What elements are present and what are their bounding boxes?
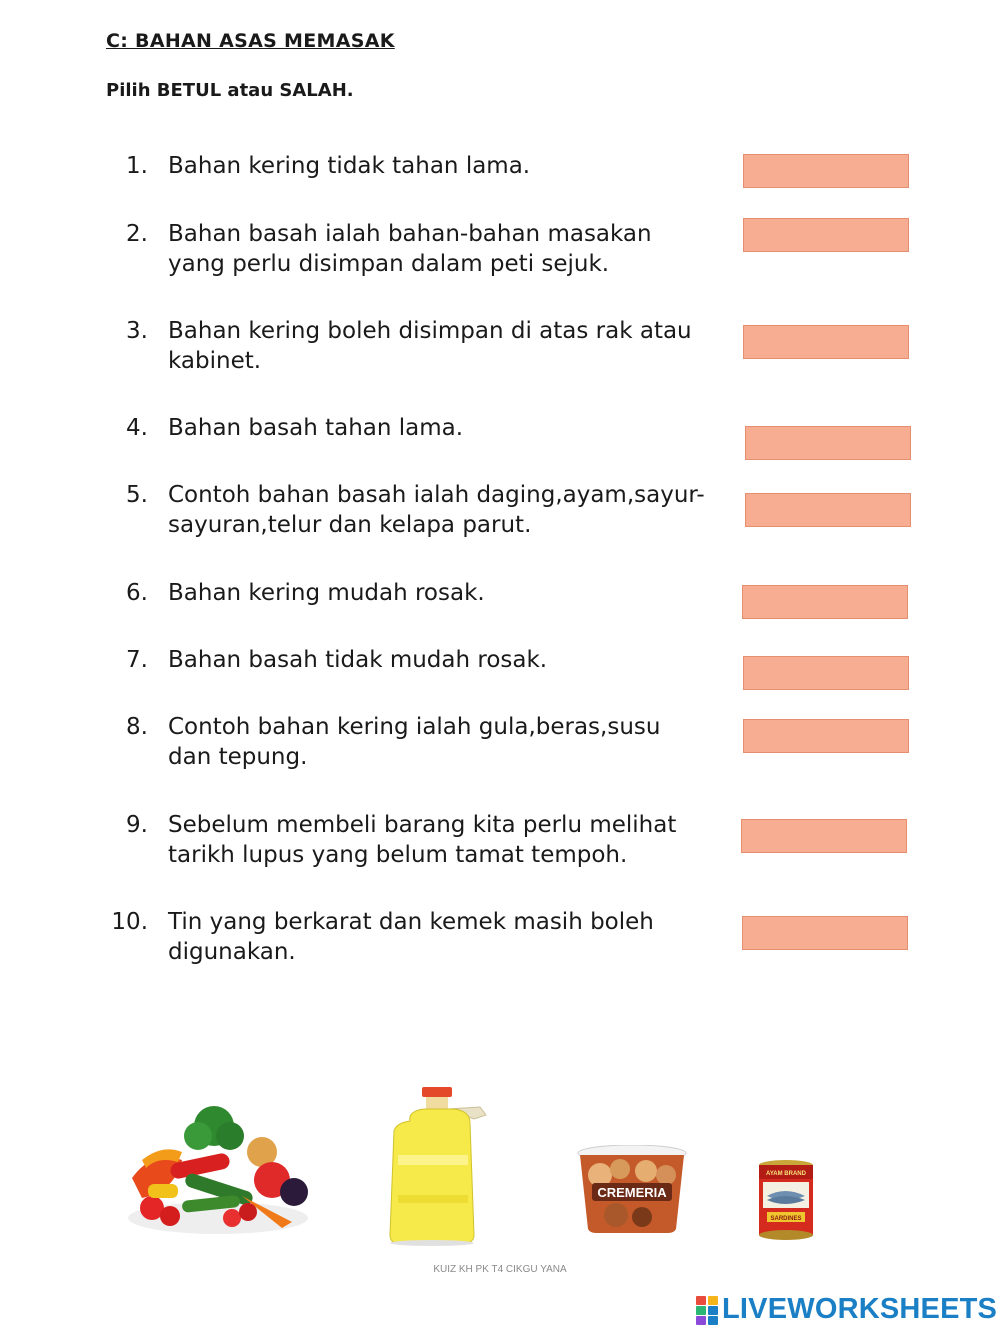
question-text: Bahan kering mudah rosak. [168, 580, 485, 606]
ice-cream-tub-image [576, 1145, 688, 1235]
worksheet-heading: C: BAHAN ASAS MEMASAK [106, 30, 395, 52]
question-number: 6. [126, 580, 148, 606]
question-text: Contoh bahan basah ialah daging,ayam,sayur-sayuran,telur dan kelapa parut. [168, 482, 705, 538]
question-number: 5. [126, 482, 148, 508]
question-text: Bahan basah tahan lama. [168, 415, 464, 441]
cooking-oil-image [388, 1085, 496, 1247]
answer-box-4[interactable] [745, 426, 911, 460]
tub-label-text: CREMERIA [597, 1185, 667, 1200]
answer-box-9[interactable] [741, 819, 907, 853]
liveworksheets-icon [696, 1296, 720, 1326]
question-number: 4. [126, 415, 148, 441]
question-text: Tin yang berkarat dan kemek masih boleh digunakan. [168, 909, 654, 965]
answer-box-10[interactable] [742, 916, 908, 950]
question-number: 7. [126, 647, 148, 673]
can-label-text: SARDINES [770, 1216, 802, 1222]
answer-box-5[interactable] [745, 493, 911, 527]
question-number: 9. [126, 812, 148, 838]
answer-box-1[interactable] [743, 154, 909, 188]
question-text: Bahan basah tidak mudah rosak. [168, 647, 548, 673]
answer-box-2[interactable] [743, 218, 909, 252]
question-text: Bahan kering boleh disimpan di atas rak atau kabinet. [168, 318, 692, 374]
answer-box-3[interactable] [743, 325, 909, 359]
sardine-can-image [757, 1160, 815, 1240]
question-number: 10. [111, 909, 148, 935]
can-brand-text: AYAM BRAND [766, 1171, 806, 1177]
vegetables-image [122, 1100, 314, 1240]
question-number: 1. [126, 153, 148, 179]
question-text: Contoh bahan kering ialah gula,beras,susu dan tepung. [168, 714, 661, 770]
question-number: 3. [126, 318, 148, 344]
question-text: Bahan basah ialah bahan-bahan masakan yang perlu disimpan dalam peti sejuk. [168, 221, 652, 277]
worksheet-instruction: Pilih BETUL atau SALAH. [106, 80, 354, 101]
answer-box-6[interactable] [742, 585, 908, 619]
answer-box-8[interactable] [743, 719, 909, 753]
question-text: Bahan kering tidak tahan lama. [168, 153, 531, 179]
question-number: 8. [126, 714, 148, 740]
answer-box-7[interactable] [743, 656, 909, 690]
worksheet-credit: KUIZ KH PK T4 CIKGU YANA [433, 1264, 567, 1275]
liveworksheets-brand-text: LIVEWORKSHEETS [722, 1293, 998, 1325]
question-text: Sebelum membeli barang kita perlu melihat tarikh lupus yang belum tamat tempoh. [168, 812, 677, 868]
question-number: 2. [126, 221, 148, 247]
